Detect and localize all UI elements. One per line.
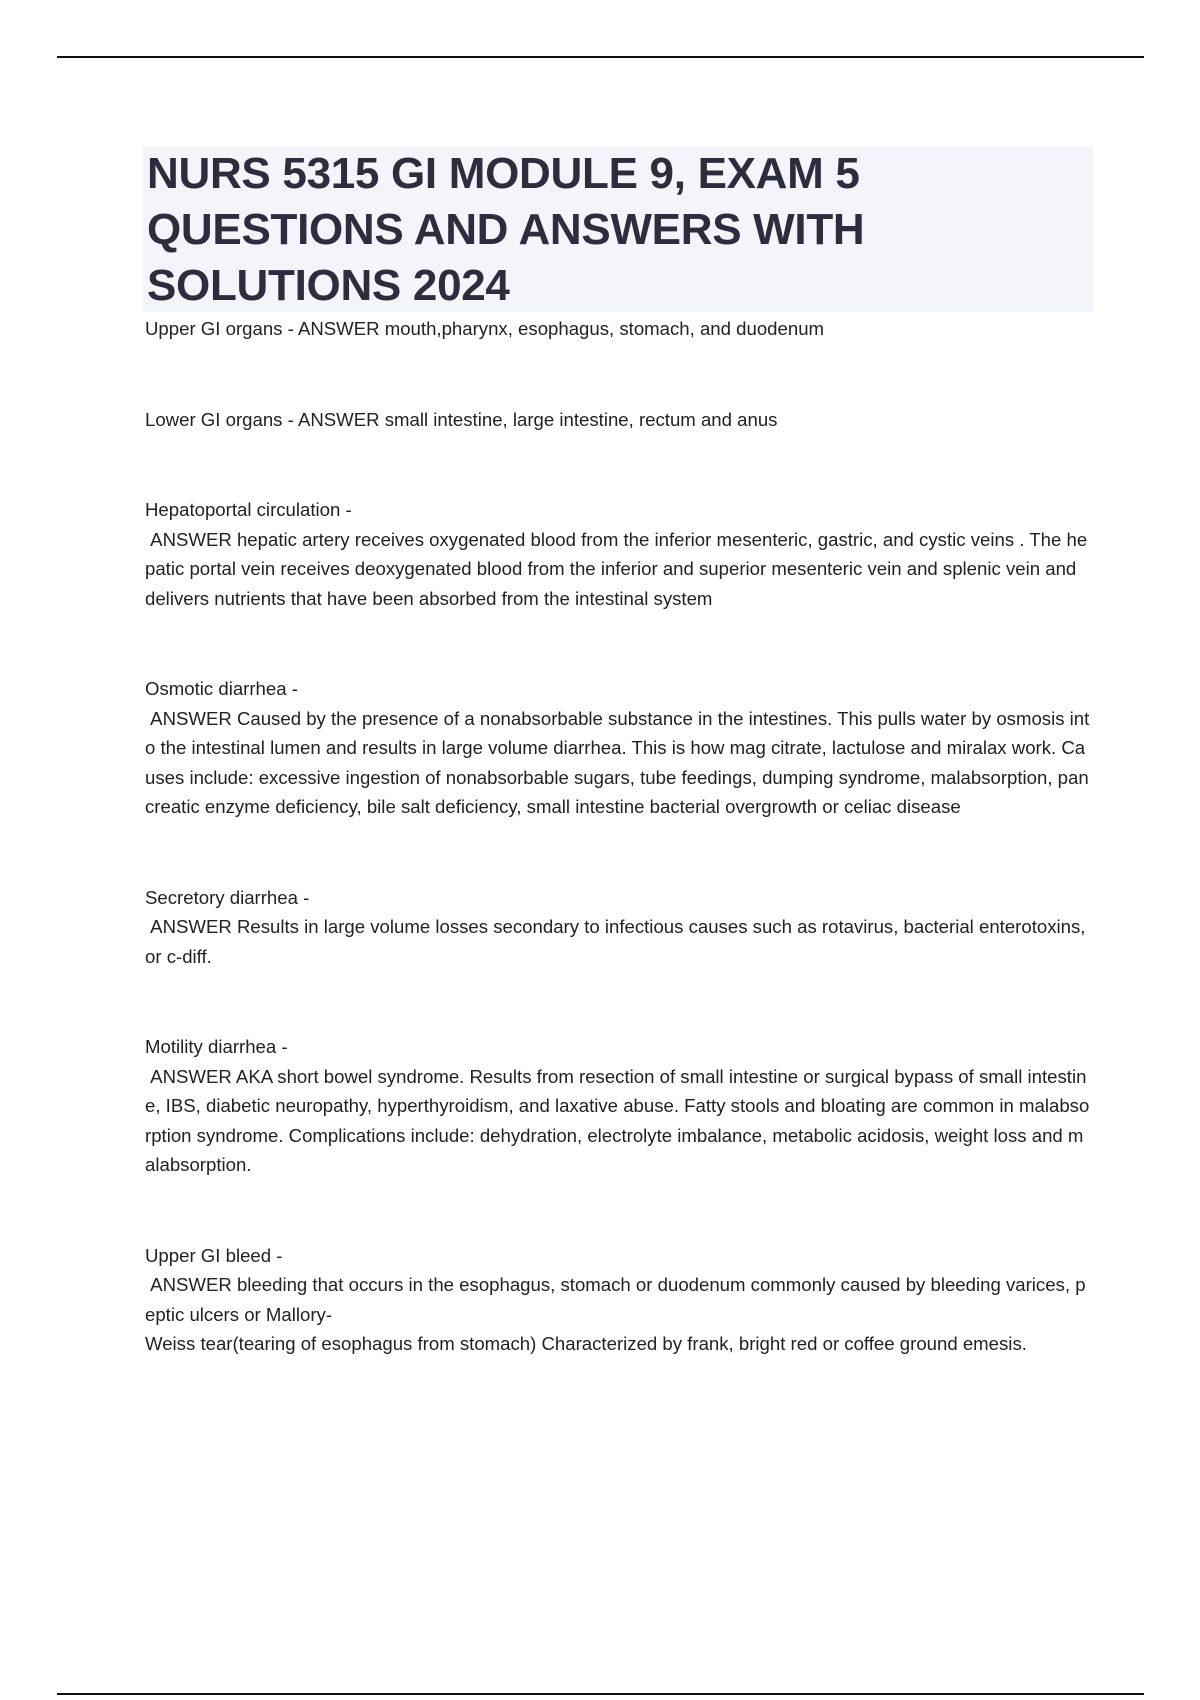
qa-item-lower-gi-organs (145, 405, 1091, 435)
qa-item-upper-gi-bleed (145, 1241, 1091, 1359)
qa-term: Secretory diarrhea - (145, 886, 310, 908)
qa-term: Hepatoportal circulation - (145, 499, 352, 520)
qa-answer: ANSWER hepatic artery receives oxygenated blood from the inferior mesenteric, gastric, and cystic veins . The hepatic portal vein receives deoxygenated blood from the inferior and superior mesenteric vein and splenic vein and delivers nutrients that have been absorbed from the intestinal system (145, 528, 1088, 609)
qa-answer: ANSWER bleeding that occurs in the esophagus, stomach or duodenum commonly caused by bleeding varices, peptic ulcers or Mallory- (145, 1274, 1086, 1325)
qa-term: Motility diarrhea - (145, 1036, 288, 1057)
qa-item-secretory-diarrhea (145, 883, 1091, 972)
qa-item-motility-diarrhea (145, 1032, 1091, 1180)
qa-answer: ANSWER AKA short bowel syndrome. Results from resection of small intestine or surgical bypass of small intestine, IBS, diabetic neuropathy, hyperthyroidism, and laxative abuse. Fatty stools and bloating are common in malabsorption syndrome. Complications include: dehydration, electrolyte imbalance, metabolic acidosis, weight loss and malabsorption. (145, 1065, 1090, 1175)
qa-answer-continued: Weiss tear(tearing of esophagus from stomach) Characterized by frank, bright red or coffee ground emesis. (145, 1333, 1027, 1354)
qa-list (145, 314, 1091, 1421)
bottom-rule (57, 1693, 1144, 1695)
qa-answer: ANSWER Caused by the presence of a nonabsorbable substance in the intestines. This pulls water by osmosis into the intestinal lumen and results in large volume diarrhea. This is how mag citrate, lactulose and miralax work. Causes include: excessive ingestion of nonabsorbable sugars, tube feedings, dumping syndrome, malabsorption, pancreatic enzyme deficiency, bile salt deficiency, small intestine bacterial overgrowth or celiac disease (145, 707, 1090, 817)
qa-term: Osmotic diarrhea - (145, 678, 298, 699)
page-title: NURS 5315 GI MODULE 9, EXAM 5 QUESTIONS AND ANSWERS WITH SOLUTIONS 2024 (147, 149, 865, 310)
qa-item-upper-gi-organs (145, 314, 1091, 344)
qa-term: Upper GI bleed - (145, 1244, 283, 1266)
qa-text: Lower GI organs - ANSWER small intestine, large intestine, rectum and anus (145, 408, 778, 430)
title-block (143, 146, 1093, 312)
qa-answer: ANSWER Results in large volume losses secondary to infectious causes such as rotavirus, bacterial enterotoxins, or c-diff. (145, 916, 1091, 967)
qa-item-hepatoportal-circulation (145, 495, 1091, 613)
qa-item-osmotic-diarrhea (145, 674, 1091, 822)
qa-text: Upper GI organs - ANSWER mouth,pharynx, esophagus, stomach, and duodenum (145, 318, 825, 339)
top-rule (57, 56, 1144, 58)
